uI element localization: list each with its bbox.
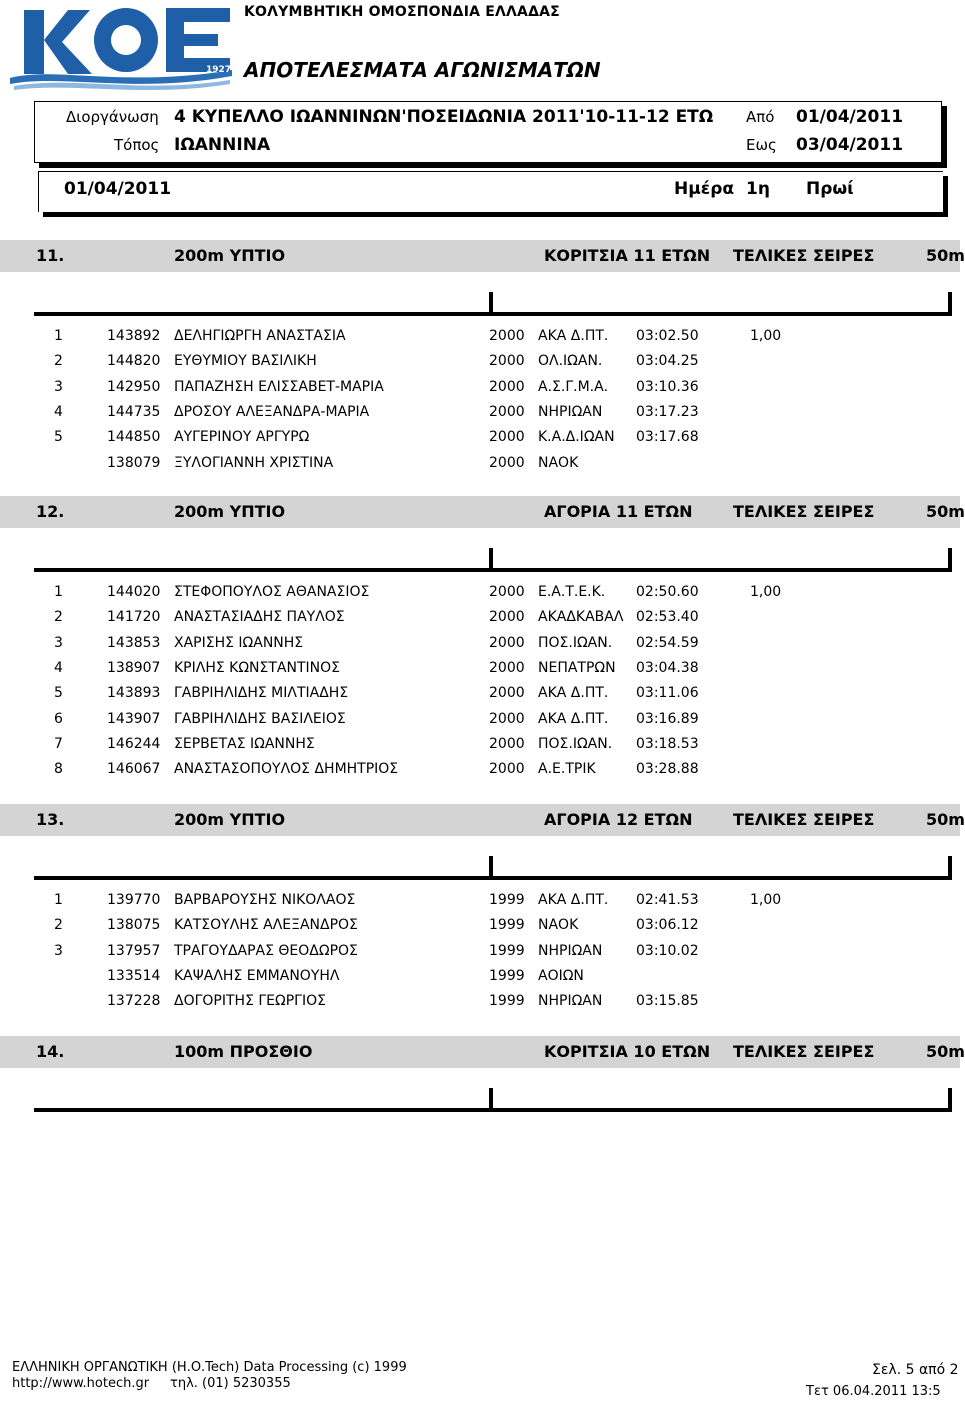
- place-cell: 1: [54, 328, 63, 344]
- birth-year-cell: 2000: [489, 735, 525, 752]
- birth-year-cell: 2000: [489, 634, 525, 651]
- club-cell: ΝΗΡΙΩΑΝ: [538, 993, 603, 1010]
- athlete-name-cell: ΓΑΒΡΙΗΛΙΔΗΣ ΜΙΛΤΙΑΔΗΣ: [174, 685, 349, 702]
- birth-year-cell: 2000: [489, 761, 525, 778]
- time-cell: 02:54.59: [636, 634, 699, 651]
- club-cell: ΠΟΣ.ΙΩΑΝ.: [538, 735, 613, 752]
- club-cell: Α.Ε.ΤΡΙΚ: [538, 761, 596, 778]
- section-separator: [488, 292, 952, 316]
- time-cell: 03:10.02: [636, 942, 699, 959]
- birth-year-cell: 1999: [489, 942, 525, 959]
- athlete-name-cell: ΚΡΙΛΗΣ ΚΩΝΣΤΑΝΤΙΝΟΣ: [174, 659, 340, 676]
- event-category: ΚΟΡΙΤΣΙΑ 11 ΕΤΩΝ: [544, 246, 711, 265]
- place-cell: 3: [54, 378, 63, 395]
- organizer-label: Διοργάνωση: [66, 108, 159, 126]
- athlete-name-cell: ΔΡΟΣΟΥ ΑΛΕΞΑΝΔΡΑ-ΜΑΡΙΑ: [174, 403, 370, 420]
- athlete-name-cell: ΚΑΤΣΟΥΛΗΣ ΑΛΕΞΑΝΔΡΟΣ: [174, 917, 358, 934]
- from-label: Από: [746, 108, 775, 126]
- result-row: [0, 379, 960, 404]
- page-number: Σελ. 5 από 2: [872, 1362, 959, 1378]
- time-cell: 02:53.40: [636, 609, 699, 626]
- athlete-id-cell: 138075: [107, 917, 161, 934]
- day-value: 1η: [746, 179, 770, 199]
- birth-year-cell: 2000: [489, 378, 525, 395]
- athlete-name-cell: ΔΟΓΟΡΙΤΗΣ ΓΕΩΡΓΙΟΣ: [174, 993, 326, 1010]
- birth-year-cell: 2000: [489, 584, 525, 600]
- footer-org: ΕΛΛΗΝΙΚΗ ΟΡΓΑΝΩΤΙΚΗ (Η.Ο.Tech) Data Processing (c) 1999: [12, 1360, 407, 1375]
- birth-year-cell: 1999: [489, 917, 525, 934]
- result-row: [0, 993, 960, 1018]
- result-row: [0, 635, 960, 660]
- club-cell: ΑΚΑ Δ.ΠΤ.: [538, 328, 609, 344]
- result-row: [0, 917, 960, 942]
- event-number: 12.: [36, 502, 65, 521]
- event-number: 14.: [36, 1042, 65, 1061]
- federation-name: ΚΟΛΥΜΒΗΤΙΚΗ ΟΜΟΣΠΟΝΔΙΑ ΕΛΛΑΔΑΣ: [244, 4, 560, 20]
- club-cell: ΟΛ.ΙΩΑΝ.: [538, 353, 603, 370]
- section-separator: [488, 548, 952, 572]
- result-row: [0, 584, 960, 609]
- section-separator: [488, 856, 952, 880]
- result-row: [0, 455, 960, 480]
- time-cell: 03:11.06: [636, 685, 699, 702]
- athlete-id-cell: 143907: [107, 710, 161, 727]
- time-cell: 03:04.25: [636, 353, 699, 370]
- points-cell: 1,00: [750, 328, 782, 344]
- athlete-name-cell: ΤΡΑΓΟΥΔΑΡΑΣ ΘΕΟΔΩΡΟΣ: [174, 942, 358, 959]
- birth-year-cell: 2000: [489, 403, 525, 420]
- event-number: 13.: [36, 810, 65, 829]
- result-row: [0, 685, 960, 710]
- time-cell: 03:16.89: [636, 710, 699, 727]
- result-row: [0, 353, 960, 378]
- athlete-name-cell: ΞΥΛΟΓΙΑΝΝΗ ΧΡΙΣΤΙΝΑ: [174, 454, 334, 471]
- place-cell: 2: [54, 353, 63, 370]
- club-cell: ΑΚΑ Δ.ΠΤ.: [538, 892, 609, 908]
- place-cell: 1: [54, 584, 63, 600]
- result-row: [0, 660, 960, 685]
- time-cell: 03:18.53: [636, 735, 699, 752]
- club-cell: ΑΚΑ Δ.ΠΤ.: [538, 710, 609, 727]
- athlete-id-cell: 143853: [107, 634, 161, 651]
- athlete-id-cell: 137957: [107, 942, 161, 959]
- event-pool: 50m: [926, 810, 965, 829]
- time-cell: 03:28.88: [636, 761, 699, 778]
- birth-year-cell: 2000: [489, 429, 525, 446]
- club-cell: Ε.Α.Τ.Ε.Κ.: [538, 584, 606, 600]
- athlete-id-cell: 144820: [107, 353, 161, 370]
- event-name: 200m ΥΠΤΙΟ: [174, 810, 286, 829]
- points-cell: 1,00: [750, 892, 782, 908]
- place-cell: 8: [54, 761, 63, 778]
- birth-year-cell: 2000: [489, 353, 525, 370]
- club-cell: ΑΚΑ Δ.ΠΤ.: [538, 685, 609, 702]
- birth-year-cell: 2000: [489, 659, 525, 676]
- athlete-id-cell: 133514: [107, 967, 161, 984]
- athlete-id-cell: 144850: [107, 429, 161, 446]
- place-cell: 3: [54, 634, 63, 651]
- session-date: 01/04/2011: [64, 179, 172, 199]
- result-row: [0, 711, 960, 736]
- organizer-value: 4 ΚΥΠΕΛΛΟ ΙΩΑΝΝΙΝΩΝ'ΠΟΣΕΙΔΩΝΙΑ 2011'10-11-12 ΕΤΩ: [174, 107, 714, 127]
- section-separator: [488, 1088, 952, 1112]
- athlete-id-cell: 139770: [107, 892, 161, 908]
- result-row: [0, 404, 960, 429]
- birth-year-cell: 1999: [489, 892, 525, 908]
- results-title: ΑΠΟΤΕΛΕΣΜΑΤΑ ΑΓΩΝΙΣΜΑΤΩΝ: [244, 58, 601, 82]
- event-name: 200m ΥΠΤΙΟ: [174, 502, 286, 521]
- place-cell: 5: [54, 429, 63, 446]
- place-cell: 1: [54, 892, 63, 908]
- time-cell: 03:15.85: [636, 993, 699, 1010]
- club-cell: ΑΚΑΔΚΑΒΑΛ: [538, 609, 624, 626]
- athlete-name-cell: ΓΑΒΡΙΗΛΙΔΗΣ ΒΑΣΙΛΕΙΟΣ: [174, 710, 346, 727]
- event-number: 11.: [36, 246, 65, 265]
- event-pool: 50m: [926, 502, 965, 521]
- place-cell: 4: [54, 659, 63, 676]
- athlete-name-cell: ΚΑΨΑΛΗΣ ΕΜΜΑΝΟΥΗΛ: [174, 967, 340, 984]
- points-cell: 1,00: [750, 584, 782, 600]
- athlete-name-cell: ΕΥΘΥΜΙΟΥ ΒΑΣΙΛΙΚΗ: [174, 353, 317, 370]
- session-part: Πρωί: [806, 179, 854, 199]
- place-cell: 4: [54, 403, 63, 420]
- athlete-id-cell: 144020: [107, 584, 161, 600]
- athlete-name-cell: ΑΥΓΕΡΙΝΟΥ ΑΡΓΥΡΩ: [174, 429, 310, 446]
- athlete-id-cell: 143892: [107, 328, 161, 344]
- footer-phone: τηλ. (01) 5230355: [170, 1376, 291, 1391]
- logo-year: 1927: [206, 65, 232, 75]
- event-name: 100m ΠΡΟΣΘΙΟ: [174, 1042, 313, 1061]
- athlete-name-cell: ΑΝΑΣΤΑΣΟΠΟΥΛΟΣ ΔΗΜΗΤΡΙΟΣ: [174, 761, 399, 778]
- athlete-id-cell: 142950: [107, 378, 161, 395]
- club-cell: ΝΑΟΚ: [538, 454, 579, 471]
- birth-year-cell: 1999: [489, 967, 525, 984]
- koe-logo: [4, 0, 236, 92]
- time-cell: 03:02.50: [636, 328, 699, 344]
- birth-year-cell: 2000: [489, 328, 525, 344]
- athlete-name-cell: ΠΑΠΑΖΗΣΗ ΕΛΙΣΣΑΒΕΤ-ΜΑΡΙΑ: [174, 378, 384, 395]
- result-row: [0, 736, 960, 761]
- venue-label: Τόπος: [114, 136, 160, 154]
- result-row: [0, 609, 960, 634]
- time-cell: 03:10.36: [636, 378, 699, 395]
- event-pool: 50m: [926, 1042, 965, 1061]
- place-cell: 3: [54, 942, 63, 959]
- club-cell: ΝΗΡΙΩΑΝ: [538, 942, 603, 959]
- place-cell: 2: [54, 917, 63, 934]
- athlete-id-cell: 144735: [107, 403, 161, 420]
- athlete-name-cell: ΧΑΡΙΣΗΣ ΙΩΑΝΝΗΣ: [174, 634, 304, 651]
- athlete-id-cell: 137228: [107, 993, 161, 1010]
- athlete-id-cell: 143893: [107, 685, 161, 702]
- birth-year-cell: 2000: [489, 685, 525, 702]
- result-row: [0, 429, 960, 454]
- place-cell: 6: [54, 710, 63, 727]
- birth-year-cell: 2000: [489, 454, 525, 471]
- section-separator: [34, 856, 493, 880]
- athlete-id-cell: 138079: [107, 454, 161, 471]
- day-label: Ημέρα: [674, 179, 735, 199]
- event-category: ΑΓΟΡΙΑ 11 ΕΤΩΝ: [544, 502, 693, 521]
- time-cell: 03:17.23: [636, 403, 699, 420]
- club-cell: ΝΑΟΚ: [538, 917, 579, 934]
- print-timestamp: Τετ 06.04.2011 13:5: [806, 1384, 941, 1399]
- athlete-name-cell: ΑΝΑΣΤΑΣΙΑΔΗΣ ΠΑΥΛΟΣ: [174, 609, 345, 626]
- to-date: 03/04/2011: [796, 135, 904, 155]
- time-cell: 02:41.53: [636, 892, 699, 908]
- event-name: 200m ΥΠΤΙΟ: [174, 246, 286, 265]
- place-cell: 5: [54, 685, 63, 702]
- result-row: [0, 328, 960, 353]
- athlete-id-cell: 138907: [107, 659, 161, 676]
- club-cell: ΝΗΡΙΩΑΝ: [538, 403, 603, 420]
- athlete-name-cell: ΣΤΕΦΟΠΟΥΛΟΣ ΑΘΑΝΑΣΙΟΣ: [174, 584, 370, 600]
- result-row: [0, 892, 960, 917]
- athlete-id-cell: 141720: [107, 609, 161, 626]
- club-cell: ΑΟΙΩΝ: [538, 967, 584, 984]
- place-cell: 7: [54, 735, 63, 752]
- birth-year-cell: 1999: [489, 993, 525, 1010]
- event-pool: 50m: [926, 246, 965, 265]
- result-row: [0, 968, 960, 993]
- club-cell: Κ.Α.Δ.ΙΩΑΝ: [538, 429, 615, 446]
- footer-url[interactable]: http://www.hotech.gr: [12, 1376, 150, 1391]
- event-category: ΚΟΡΙΤΣΙΑ 10 ΕΤΩΝ: [544, 1042, 711, 1061]
- birth-year-cell: 2000: [489, 609, 525, 626]
- section-separator: [34, 292, 493, 316]
- athlete-name-cell: ΒΑΡΒΑΡΟΥΣΗΣ ΝΙΚΟΛΑΟΣ: [174, 892, 356, 908]
- event-type: ΤΕΛΙΚΕΣ ΣΕΙΡΕΣ: [733, 246, 875, 265]
- time-cell: 03:17.68: [636, 429, 699, 446]
- place-cell: 2: [54, 609, 63, 626]
- section-separator: [34, 1088, 493, 1112]
- club-cell: ΝΕΠΑΤΡΩΝ: [538, 659, 616, 676]
- club-cell: Α.Σ.Γ.Μ.Α.: [538, 378, 609, 395]
- athlete-name-cell: ΣΕΡΒΕΤΑΣ ΙΩΑΝΝΗΣ: [174, 735, 315, 752]
- time-cell: 03:06.12: [636, 917, 699, 934]
- result-row: [0, 943, 960, 968]
- event-type: ΤΕΛΙΚΕΣ ΣΕΙΡΕΣ: [733, 810, 875, 829]
- event-type: ΤΕΛΙΚΕΣ ΣΕΙΡΕΣ: [733, 502, 875, 521]
- club-cell: ΠΟΣ.ΙΩΑΝ.: [538, 634, 613, 651]
- time-cell: 03:04.38: [636, 659, 699, 676]
- time-cell: 02:50.60: [636, 584, 699, 600]
- event-type: ΤΕΛΙΚΕΣ ΣΕΙΡΕΣ: [733, 1042, 875, 1061]
- to-label: Εως: [746, 136, 777, 154]
- athlete-id-cell: 146244: [107, 735, 161, 752]
- result-row: [0, 761, 960, 786]
- section-separator: [34, 548, 493, 572]
- from-date: 01/04/2011: [796, 107, 904, 127]
- birth-year-cell: 2000: [489, 710, 525, 727]
- athlete-id-cell: 146067: [107, 761, 161, 778]
- event-category: ΑΓΟΡΙΑ 12 ΕΤΩΝ: [544, 810, 693, 829]
- athlete-name-cell: ΔΕΛΗΓΙΩΡΓΗ ΑΝΑΣΤΑΣΙΑ: [174, 328, 346, 344]
- venue-value: ΙΩΑΝΝΙΝΑ: [174, 135, 271, 155]
